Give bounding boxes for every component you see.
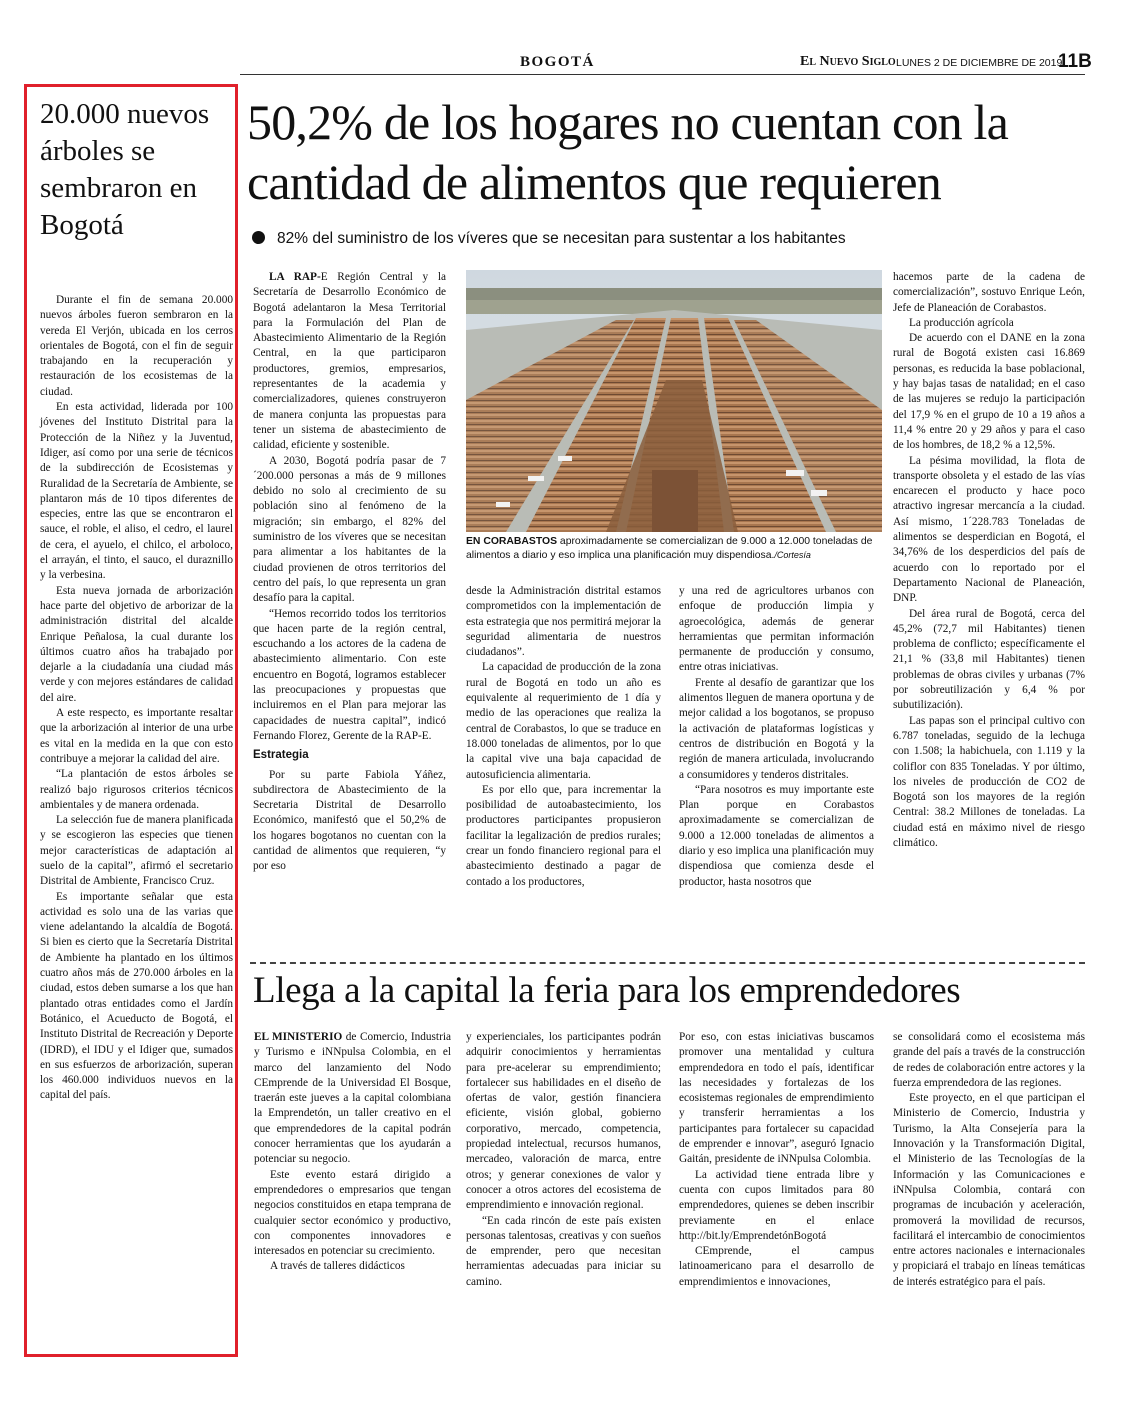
photo-credit: /Cortesía: [774, 549, 811, 560]
paragraph: La capacidad de producción de la zona rural de Bogotá en todo un año es equivalente al requerimiento de 1 día y medio de las operaciones que realiza la central de Corabastos, lo que se traduce en 18.000 toneladas de alimentos, por lo que la capital vive una baja capacidad de autosuficiencia alimentaria.: [466, 661, 661, 781]
paragraph: de Comercio, Industria y Turismo e iNNpulsa Colombia, en el marco del lanzamiento del Nodo CEmprende de la Universidad El Bosque, traerán este jueves a la capital colombiana la Emprendetón, un taller creativo en el que emprendedores de la capital podrán conocer herramientas que los ayudarán a potenciar su negocio.: [254, 1031, 451, 1166]
paragraph: “En cada rincón de este país existen personas talentosas, creativas y con sueños de emprender, pero que necesitan herramientas adecuadas para iniciar su camino.: [466, 1214, 661, 1288]
lead-in: EL MINISTERIO: [254, 1031, 343, 1043]
sidebar-headline: 20.000 nuevos árboles se sembraron en Bogotá: [40, 98, 210, 241]
paragraph: “Hemos recorrido todos los territorios que hacen parte de la región central, escuchando a los actores de la cadena de abastecimiento alimentario. Con este encuentro en Bogotá, logramos establecer las preocupaciones y propuestas que incluiremos en el Plan para mejorar las capacidades de nuestra capital”, indicó Fernando Florez, Gerente de la RAP-E.: [253, 607, 446, 742]
article2-column-2: [466, 1030, 661, 1290]
article2-column-3: [679, 1030, 874, 1290]
sidebar-paragraph: Es importante señalar que esta actividad es solo una de las varias que viene adelantando la alcaldía de Bogotá. Si bien es cierto que la Secretaría Distrital de Ambiente ha plantado en los últimos cuatro años más de 270.000 árboles en la ciudad, estos deben sumarse a los que han plantado otras entidades como el Jardín Botánico, el Acueducto de Bogotá, el Instituto Distrital de Recreación y Deporte (IDRD), el IDU y el Idiger que, sumados en sus esfuerzos de arborización, superan los 460.000 individuos nuevos en la capital del país.: [40, 890, 233, 1102]
paragraph: desde la Administración distrital estamos comprometidos con la implementación de esta estrategia que nos permitirá mejorar la seguridad alimentaria de nuestros ciudadanos”.: [466, 585, 661, 659]
article2-column-1: [254, 1030, 451, 1275]
article1-column-1: [253, 270, 446, 875]
bullet-icon: [252, 231, 265, 244]
paragraph: La pésima movilidad, la flota de transporte obsoleta y el estado de las vías encarecen el producto y hace poco atractivo ingresar mercancía a la ciudad. Así mismo, 1´228.783 Toneladas de alimentos se desperdician en Bogotá, el 34,76% de los desperdicios del país de acuerdo con lo reportado por el Departamento Nacional de Planeación, DNP.: [893, 454, 1085, 605]
section-subtitle: La producción agrícola: [909, 316, 1014, 329]
caption-lead: EN CORABASTOS: [466, 536, 558, 547]
section-subtitle: Estrategia: [253, 749, 309, 762]
paragraph: La actividad tiene entrada libre y cuenta con cupos limitados para 80 emprendedores, quienes se deben inscribir previamente en el enlace http://bit.ly/EmprendetónBogotá: [679, 1168, 874, 1242]
paragraph: Este proyecto, en el que participan el Ministerio de Comercio, Industria y Turismo, la Alta Consejería para la Innovación y la Transformación Digital, el Ministerio de las Tecnologías de la Información y las Comunicaciones e iNNpulsa Colombia, contará con programas de incubación y aceleración, promoverá la movilidad de recursos, facilitará el intercambio de conocimientos entre actores nacionales e internacionales y propiciará el trabajo en líneas temáticas de interés estratégico para el país.: [893, 1092, 1085, 1288]
paragraph: y experienciales, los participantes podrán adquirir conocimientos y herramientas para pre-acelerar su emprendimiento; fortalecer sus habilidades en el diseño de ofertas de valor, gestión financiera eficiente, visión global, gobierno corporativo, mercado, competencia, propiedad intelectual, recursos humanos, mercadeo, valoración de marca, entre otros; y generar conexiones de valor y conocer a otros actores del ecosistema de emprendimiento e innovación regional.: [466, 1031, 661, 1212]
paragraph: De acuerdo con el DANE en la zona rural de Bogotá existen casi 16.869 personas, es reducida la base poblacional, y hay bajas tasas de natalidad; en el caso de las mujeres se redujo la participación del 17,9 % en el grupo de 10 a 19 años a 11,4 % entre 20 y 29 años y para el caso de los hombres, de 18,2 % a 12,5%.: [893, 332, 1085, 452]
paragraph: A 2030, Bogotá podría pasar de 7´200.000 personas a más de 9 millones debido no solo al crecimiento de su población sino al fenómeno de la migración; sin embargo, el 82% del suministro de los víveres que se necesitan para alimentar a los habitantes de la ciudad provienen de otros territorios del centro del país, lo que representa un gran desafío para la capital.: [253, 454, 446, 605]
article1-column-2: [466, 584, 661, 890]
corabastos-aerial-photo: [466, 270, 882, 532]
sidebar-article-body: [40, 293, 233, 1104]
section-divider: [250, 962, 1085, 964]
paragraph: Por eso, con estas iniciativas buscamos promover una mentalidad y cultura emprendedora en todo el país, identificar las necesidades y fortalezas de los ecosistemas regionales de emprendimiento y transferir herramientas a los participantes para fortalecer su capacidad de emprender e innovar”, aseguró Ignacio Gaitán, presidente de iNNpulsa Colombia.: [679, 1031, 874, 1166]
paragraph: Las papas son el principal cultivo con 6.787 toneladas, seguido de la lechuga con 1.508; la habichuela, con 1.119 y la coliflor con 835 Toneladas. Y por último, los niveles de producción de CO2 de Bogotá son los mayores de la región Central: 38.2 Millones de toneladas. La ciudad está en máximo nivel de riesgo climático.: [893, 714, 1085, 849]
paragraph: Del área rural de Bogotá, cerca del 45,2% (72,7 mil Habitantes) tienen problema de conflicto; específicamente el 21,1 % (33,8 mil Habitantes) tienen problemas de obras civiles y urbanas (7% por sobreutilización y 6,4 % por subutilización).: [893, 607, 1085, 712]
main-headline: 50,2% de los hogares no cuentan con la cantidad de alimentos que requieren: [247, 94, 1009, 210]
paragraph: CEmprende, el campus latinoamericano para el desarrollo de emprendimientos e innovaciones,: [679, 1245, 874, 1288]
caption-text: aproximadamente se comercializan de 9.000 a 12.000 toneladas de alimentos a diario y eso implica una planificación muy dispendiosa.: [466, 536, 873, 561]
paragraph: “Para nosotros es muy importante este Plan porque en Corabastos aproximadamente se comercializan de 9.000 a 12.000 toneladas de alimentos a diario y eso implica una planificación muy dispendiosa que comienza desde el productor, hasta nosotros que: [679, 783, 874, 888]
paragraph: A través de talleres didácticos: [270, 1260, 405, 1273]
paragraph: Por su parte Fabiola Yáñez, subdirectora de Abastecimiento de la Secretaria Distrital de Desarrollo Económico, manifestó que el 50,2% de los hogares bogotanos no cuentan con la cantidad de alimentos que requieren, “y por eso: [253, 768, 446, 873]
paragraph: E Región Central y la Secretaría de Desarrollo Económico de Bogotá adelantaron la Mesa Territorial para la Formulación del Plan de Abastecimiento Alimentario de la Región Central, en la que participaron productores, gremios, empresarios, representantes de la academia y comercializadores, quienes construyeron de manera conjunta las propuestas para tener un sistema de abastecimiento de calidad, eficiente y sostenible.: [253, 271, 447, 452]
photo-caption: [466, 535, 878, 562]
sidebar-paragraph: Durante el fin de semana 20.000 nuevos árboles fueron sembraron en la vereda El Verjón, ubicada en los cerros orientales de Bogotá, con el fin de seguir trabajando en la recuperación y restauración de los ecosistemas de la ciudad.: [40, 294, 233, 398]
sidebar-paragraph: “La plantación de estos árboles se realizó bajo rigurosos criterios técnicos ambientales y de manera ordenada.: [40, 768, 233, 811]
publication-name: El Nuevo Siglo: [800, 54, 896, 69]
page-number: 11B: [1058, 51, 1092, 72]
issue-date: LUNES 2 DE DICIEMBRE DE 2019: [896, 57, 1063, 69]
paragraph: Frente al desafío de garantizar que los alimentos lleguen de manera oportuna y de mejor calidad a los bogotanos, se propuso la activación de plataformas logísticas y centros de distribución en Bogotá y la región de manera articulada, involucrando a consumidores y tenderos distritales.: [679, 676, 874, 781]
paragraph: Este evento estará dirigido a emprendedores o empresarios que tengan negocios constituidos en etapa temprana de cualquier sector económico y productivo, con componentes innovadores e interesados en potenciar su crecimiento.: [254, 1168, 451, 1258]
article2-column-4: [893, 1030, 1085, 1290]
main-subhead: [252, 230, 846, 248]
second-headline: Llega a la capital la feria para los emprendedores: [253, 970, 961, 1011]
sidebar-paragraph: La selección fue de manera planificada y se escogieron las especies que tienen mejor características de adaptación al suelo de la capital”, afirmó el secretario Distrital de Ambiente, Francisco Cruz.: [40, 814, 233, 888]
article1-column-3: [679, 584, 874, 890]
paragraph: Es por ello que, para incrementar la posibilidad de autoabastecimiento, los productores participantes propusieron facilitar la legalización de predios rurales; crear un fondo financiero regional para el abastecimiento destinado a pagar de contado a los productores,: [466, 783, 661, 888]
sidebar-paragraph: En esta actividad, liderada por 100 jóvenes del Instituto Distrital para la Protección de la Niñez y la Juventud, Idiger, así como por una serie de técnicos de la subdirección de Ecosistemas y Ruralidad de la Secretaría de Ambiente, se plantaron más de 10 tipos diferentes de especies, entre las que se encontraron el sauce, el roble, el aliso, el cedro, el laurel de cera, el ayuelo, el chilco, el arboloco, el arrayán, el tinto, el sauco, el duraznillo y la verbesina.: [40, 401, 233, 582]
article1-column-4: [893, 270, 1085, 851]
paragraph: y una red de agricultores urbanos con enfoque de producción limpia y agroecológica, además de generar herramientas que permitan información permanente de producción y consumo, entre otras iniciativas.: [679, 585, 874, 674]
section-name: BOGOTÁ: [520, 54, 595, 70]
lead-in: LA RAP-: [269, 271, 321, 283]
sidebar-paragraph: Esta nueva jornada de arborización hace parte del objetivo de arborizar de la administración distrital del alcalde Enrique Peñalosa, la cual durante los últimos cuatro años ha trabajado por dejarle a la ciudadanía una ciudad más verde y con mejores estándares de calidad del aire.: [40, 584, 233, 704]
paragraph: hacemos parte de la cadena de comercialización”, sostuvo Enrique León, Jefe de Planeación de Corabastos.: [893, 271, 1085, 314]
subhead-text: 82% del suministro de los víveres que se necesitan para sustentar a los habitantes: [277, 230, 846, 247]
sidebar-paragraph: A este respecto, es importante resaltar que la arborización al interior de una urbe es vital en la medida en la que con esto contribuye a mejorar la calidad del aire.: [40, 707, 233, 765]
paragraph: se consolidará como el ecosistema más grande del país a través de la construcción de redes de colaboración entre actores y la fuerza emprendedora de las regiones.: [893, 1031, 1085, 1089]
header-rule: [240, 74, 1085, 75]
